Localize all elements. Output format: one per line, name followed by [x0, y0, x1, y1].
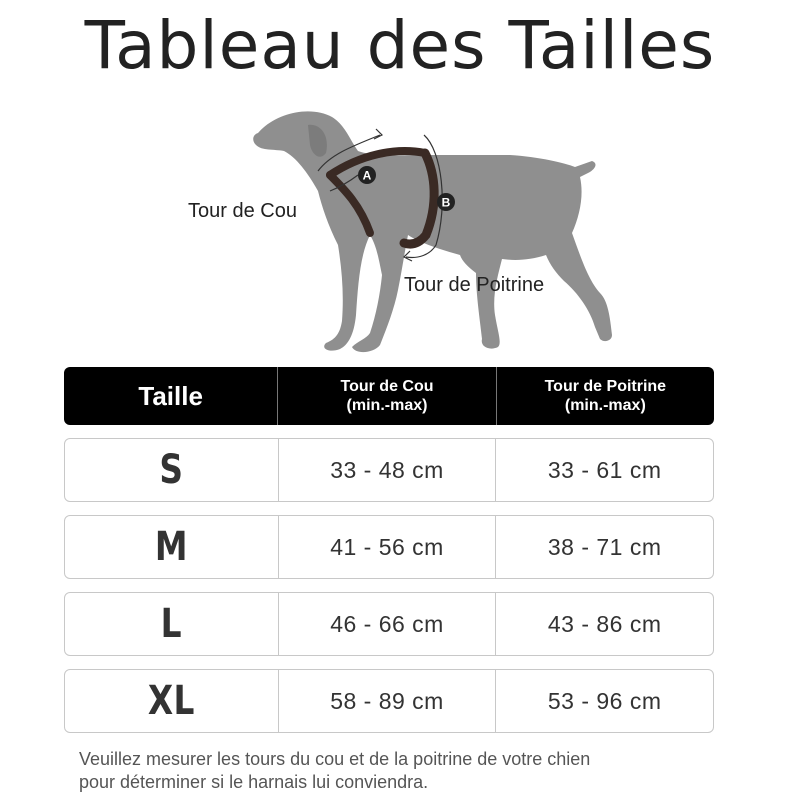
header-neck-range: (min.-max): [346, 397, 428, 414]
measurement-note: [79, 748, 779, 794]
chest-label: Tour de Poitrine: [404, 274, 545, 296]
page-title: Tableau des Tailles: [84, 6, 716, 84]
table-row: [64, 438, 714, 502]
neck-cell: 41 - 56 cm: [278, 516, 496, 578]
header-chest-range: (min.-max): [564, 397, 646, 414]
chest-cell: 38 - 71 cm: [495, 516, 713, 578]
marker-a: A: [362, 168, 372, 183]
table-row: [64, 592, 714, 656]
header-size: Taille: [138, 380, 203, 411]
header-neck: [277, 367, 495, 425]
neck-cell: 33 - 48 cm: [278, 439, 496, 501]
size-table-header: [64, 367, 714, 425]
size-cell: S: [159, 447, 184, 493]
marker-b: B: [441, 195, 451, 210]
neck-cell: 58 - 89 cm: [278, 670, 496, 732]
header-neck-title: Tour de Cou: [340, 378, 434, 395]
chest-cell: 33 - 61 cm: [495, 439, 713, 501]
chest-cell: 53 - 96 cm: [495, 670, 713, 732]
dog-silhouette-icon: [180, 95, 620, 360]
size-cell: M: [154, 524, 188, 570]
chest-cell: 43 - 86 cm: [495, 593, 713, 655]
note-line-1: Veuillez mesurer les tours du cou et de la poitrine de votre chien: [79, 749, 591, 769]
table-row: [64, 515, 714, 579]
header-chest-title: Tour de Poitrine: [544, 378, 667, 395]
size-table: [64, 367, 714, 733]
note-line-2: pour déterminer si le harnais lui conviendra.: [79, 772, 429, 792]
header-chest: [496, 367, 714, 425]
table-row: [64, 669, 714, 733]
neck-cell: 46 - 66 cm: [278, 593, 496, 655]
neck-label: Tour de Cou: [188, 200, 297, 222]
size-cell: XL: [147, 678, 195, 724]
size-cell: L: [160, 601, 183, 647]
dog-harness-illustration: [180, 95, 620, 360]
